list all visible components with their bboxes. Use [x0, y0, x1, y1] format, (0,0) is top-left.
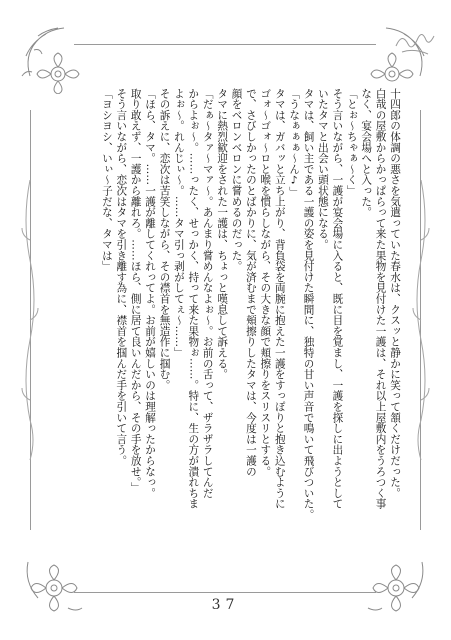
- vine-ornament-right: [411, 180, 431, 460]
- flower-ornament-bottom-left: [8, 548, 86, 626]
- text-line: 取り敢えず、一護から離れろ。……ほら、側に居て良いんだから、その手を放せ。」: [129, 88, 142, 494]
- flower-ornament-top-left: [8, 16, 86, 94]
- text-line: からよぉ〜。……ったく、せっかく、持って来た果物ぉ……。特に、生の方が潰れちま: [187, 88, 200, 510]
- text-line: その訴えに、恋次は苦笑しながら、その襟首を無造作に掴む。: [158, 88, 171, 391]
- text-line: タマに熱烈歓迎をされた一護は、ちょっと嘆息して訴える。: [216, 88, 229, 380]
- text-line: ゴォ〜ゴォ〜ロと喉を慣らしながら、その大きな顔で頬擦りをスリスリとする。: [259, 88, 272, 477]
- text-line: タマは、飼い主である一護の姿を見付けた瞬間に、独特の甘い声音で鳴いて飛びついた。: [302, 88, 315, 520]
- text-line: 「ほら、タマ。……一護が離してくれってよ。お前が嬉しいのは理解ったからなっ。: [144, 88, 157, 499]
- text-line: 白哉の屋敷からかっぱらって来た果物を見付けた一護は、それ以上屋敷内をうろつく事: [374, 88, 387, 510]
- frame-bottom-line: [74, 592, 376, 593]
- text-line: そう言いながら、一護が宴会場に入ると、既に目を覚まし、一護を探しに出ようとして: [331, 88, 344, 510]
- text-line: 「うなぁぁぁ〜ん♪」: [288, 88, 301, 198]
- text-line: 「だぁ〜タァ〜マァ〜。あんまり嘗めんなよぉ〜。お前の舌って、ザラザラしてんだ: [201, 88, 214, 499]
- text-line: で、さびしかったのとばかりに、気が済むまで頬擦りしたタマは、今度は一護の: [244, 88, 257, 477]
- text-line: よぉ〜。れんじぃ〜。……タマ引っ剥がしてぇ〜……」: [172, 88, 185, 358]
- text-line: 十四郎の体調の悪さを気遣っていた春水は、クスッと静かに笑って頷くだけだった。: [389, 88, 401, 499]
- text-line: 顔をベロンベロンに嘗めるのだった。: [230, 88, 243, 272]
- text-line: 「とぉ〜ちゃぁ〜く」: [345, 88, 358, 196]
- text-line: そう言いながら、恋次はタマを引き離す為に、襟首を掴んだ手を引いて言う。: [115, 88, 128, 466]
- text-line: なく、宴会場へと入った。: [360, 88, 373, 218]
- page-number: 37: [211, 597, 240, 613]
- text-line: タマは、ガバッと立ち上がり、背負袋を両腕に抱えた一護をすっぽりと抱き込むように: [273, 88, 286, 510]
- text-line: 「ヨシヨシ、いぃ〜子だな、タマは」: [100, 88, 113, 272]
- frame-top-line: [74, 44, 376, 45]
- handwritten-signature: [392, 22, 436, 62]
- text-line: いたタマと出会い頭状態になる。: [316, 88, 329, 250]
- flower-ornament-bottom-right: [364, 548, 442, 626]
- vertical-body-text: [54, 88, 402, 556]
- vine-ornament-left: [20, 180, 40, 460]
